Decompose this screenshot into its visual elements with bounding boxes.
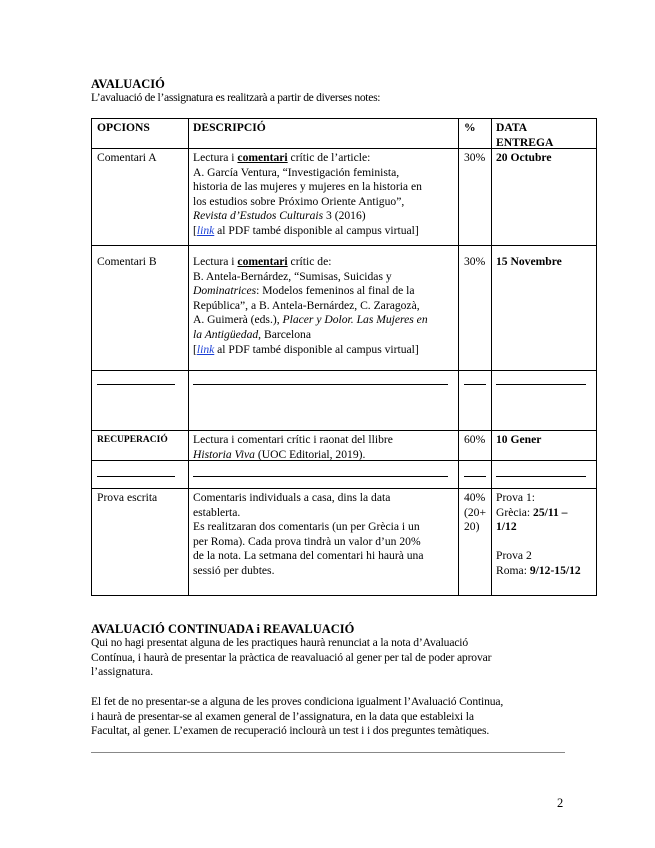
paragraph-1: Qui no hagi presentat alguna de les practiques haurà renunciat a la nota d’Avaluació Contínua, i haurà de presentar la pràctica de reavaluació al gener per tal de poder aprovar l’assignatura. <box>91 636 492 679</box>
table-border <box>91 118 597 119</box>
table-border <box>596 118 597 596</box>
row-a-description: Lectura i comentari crític de l’article: A. García Ventura, “Investigación feminista, historia de las mujeres y mujeres en la historia en los estudios sobre Próximo Oriente Antiguo”, Revista d’Estudos Culturais 3 (2016) [link al PDF també disponible al campus virtual] <box>193 151 422 237</box>
table-border <box>188 118 189 596</box>
table-border <box>91 430 597 431</box>
paragraph-2: El fet de no presentar-se a alguna de les proves condiciona igualment l’Avaluació Continua, i haurà de presentar-se al examen general de l’assignatura, en la data que estableixi la Facultat, al gener. L’examen de recuperació inclourà un test i i dos preguntes temàtiques. <box>91 695 504 738</box>
row-recuperacio-option: RECUPERACIÓ <box>97 435 168 445</box>
page-number: 2 <box>557 796 564 810</box>
row-b-option: Comentari B <box>97 255 157 268</box>
row-exam-option: Prova escrita <box>97 491 158 504</box>
header-percent: % <box>464 121 476 134</box>
table-border <box>91 370 597 371</box>
section-heading-avaluacio: AVALUACIÓ <box>91 77 165 91</box>
header-data: DATA ENTREGA <box>496 121 554 149</box>
blank-line <box>496 384 586 385</box>
article-a-link[interactable]: link <box>196 223 215 237</box>
table-border <box>91 118 92 596</box>
blank-line <box>464 384 486 385</box>
row-a-option: Comentari A <box>97 151 157 164</box>
blank-line <box>496 476 586 477</box>
row-exam-dates: Prova 1: Grècia: 25/11 – 1/12 Prova 2 Roma: 9/12-15/12 <box>496 491 581 577</box>
row-exam-description: Comentaris individuals a casa, dins la data establerta. Es realitzaran dos comentaris (un per Grècia i un per Roma). Cada prova tindrà un valor d’un 20% de la nota. La setmana del comentari hi haurà una sessió per dubtes. <box>193 491 424 577</box>
table-border <box>91 245 597 246</box>
table-border <box>458 118 459 596</box>
article-b-link[interactable]: link <box>196 342 215 356</box>
blank-line <box>193 476 448 477</box>
row-a-date: 20 Octubre <box>496 151 552 164</box>
row-b-description: Lectura i comentari crític de: B. Antela-Bernárdez, “Sumisas, Suicidas y Dominatrices: Modelos femeninos al final de la República”, a B. Antela-Bernárdez, C. Zaragozà, A. Guimerà (eds.), Placer y Dolor. Las Mujeres en la Antigüedad, Barcelona [link al PDF també disponible al campus virtual] <box>193 255 428 356</box>
row-b-percent: 30% <box>464 255 486 268</box>
row-recuperacio-date: 10 Gener <box>496 433 542 446</box>
table-border <box>91 488 597 489</box>
blank-line <box>464 476 486 477</box>
header-opcions: OPCIONS <box>97 121 150 134</box>
blank-line <box>97 384 175 385</box>
row-exam-percent: 40% (20+ 20) <box>464 491 486 534</box>
intro-text: L’avaluació de l’assignatura es realitzarà a partir de diverses notes: <box>91 91 381 104</box>
blank-line <box>97 476 175 477</box>
section-heading-continuada: AVALUACIÓ CONTINUADA i REAVALUACIÓ <box>91 622 355 636</box>
evaluation-table <box>91 118 597 596</box>
row-recuperacio-percent: 60% <box>464 433 486 446</box>
table-border <box>491 118 492 596</box>
row-recuperacio-description: Lectura i comentari crític i raonat del llibre Historia Viva (UOC Editorial, 2019). <box>193 433 393 461</box>
row-b-date: 15 Novembre <box>496 255 562 268</box>
row-a-percent: 30% <box>464 151 486 164</box>
footer-rule <box>91 752 565 753</box>
header-descripcio: DESCRIPCIÓ <box>193 121 266 134</box>
table-border <box>91 595 597 596</box>
blank-line <box>193 384 448 385</box>
